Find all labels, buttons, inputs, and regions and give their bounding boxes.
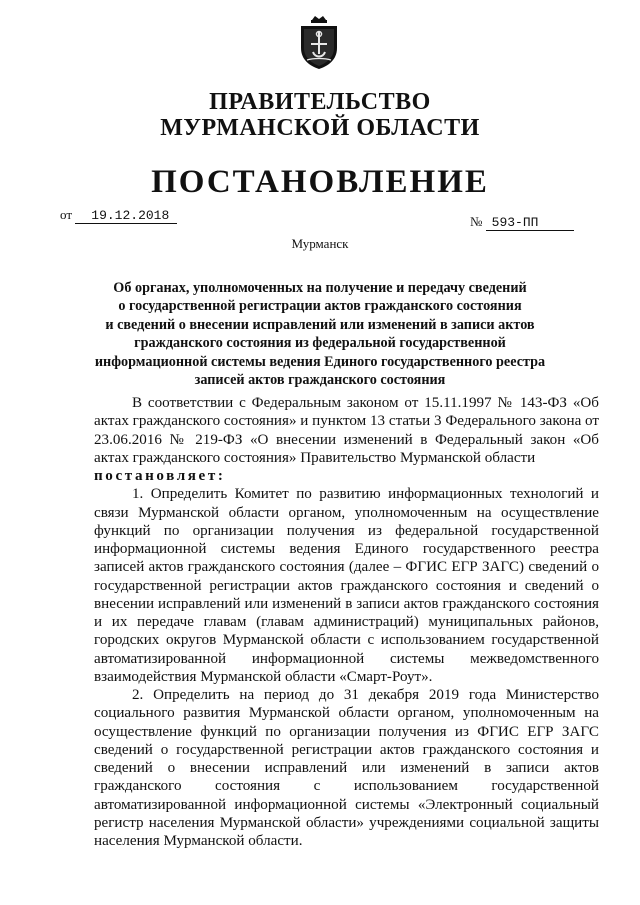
subject-line: Об органах, уполномоченных на получение и передачу сведений xyxy=(113,280,527,296)
number-prefix: № xyxy=(470,214,483,229)
number-value: 593-ПП xyxy=(486,215,574,231)
subject-line: информационной системы ведения Единого государственного реестра xyxy=(94,353,546,370)
subject-line: гражданского состояния из федеральной государственной xyxy=(134,335,506,352)
item-1-paragraph: 1. Определить Комитет по развитию информационных технологий и связи Мурманской области органом, уполномоченным на осуществление функций по организации получения из федеральной государственной информационной системы ведения Единого государственного реестра записей актов гражданского состояния (далее – ФГИС ЕГР ЗАГС) сведений о государственной регистрации актов гражданского состояния и сведений о внесении исправлений или изменений в записи актов гражданского состояния и их передаче главам (главам администраций) муниципальных районов, городских округов Мурманской области с использованием государственной автоматизированной информационной системы межведомственного взаимодействия Мурманской области «Смарт-Роут». xyxy=(94,486,599,685)
document-subject xyxy=(90,279,550,389)
document-body xyxy=(94,394,599,850)
preamble-paragraph: В соответствии с Федеральным законом от 15.11.1997 № 143-ФЗ «Об актах гражданского состояния» и пунктом 13 статьи 3 Федерального закона от 23.06.2016 № 219-ФЗ «О внесении изменений в Федеральный закон «Об актах гражданского состояния» Правительство Мурманской области xyxy=(94,395,599,466)
organization-title: ПРАВИТЕЛЬСТВО xyxy=(209,89,431,115)
subject-line: о государственной регистрации актов гражданского состояния xyxy=(118,298,522,315)
date-value: 19.12.2018 xyxy=(75,208,177,224)
coat-of-arms-emblem xyxy=(297,14,341,70)
date-prefix: от xyxy=(60,207,73,222)
document-number xyxy=(470,214,574,231)
subject-line: записей актов гражданского состояния xyxy=(194,372,446,389)
subject-line: и сведений о внесении исправлений или изменений в записи актов xyxy=(105,316,535,333)
document-date xyxy=(60,207,177,224)
organization-region: МУРМАНСКОЙ ОБЛАСТИ xyxy=(160,115,480,141)
city-name: Мурманск xyxy=(291,236,349,251)
item-2-paragraph: 2. Определить на период до 31 декабря 2019 года Министерство социального развития Мурманской области органом, уполномоченным на осуществление функций по организации получения из ФГИС ЕГР ЗАГС сведений о государственной регистрации актов гражданского состояния и сведений о внесении исправлений или изменений в записи актов гражданского состояния с использованием государственной автоматизированной информационной системы «Электронный социальный регистр населения Мурманской области» учреждениями социальной защиты населения Мурманской области. xyxy=(94,687,599,849)
resolution-word: постановляет: xyxy=(94,468,226,484)
document-type-title: ПОСТАНОВЛЕНИЕ xyxy=(151,164,489,200)
